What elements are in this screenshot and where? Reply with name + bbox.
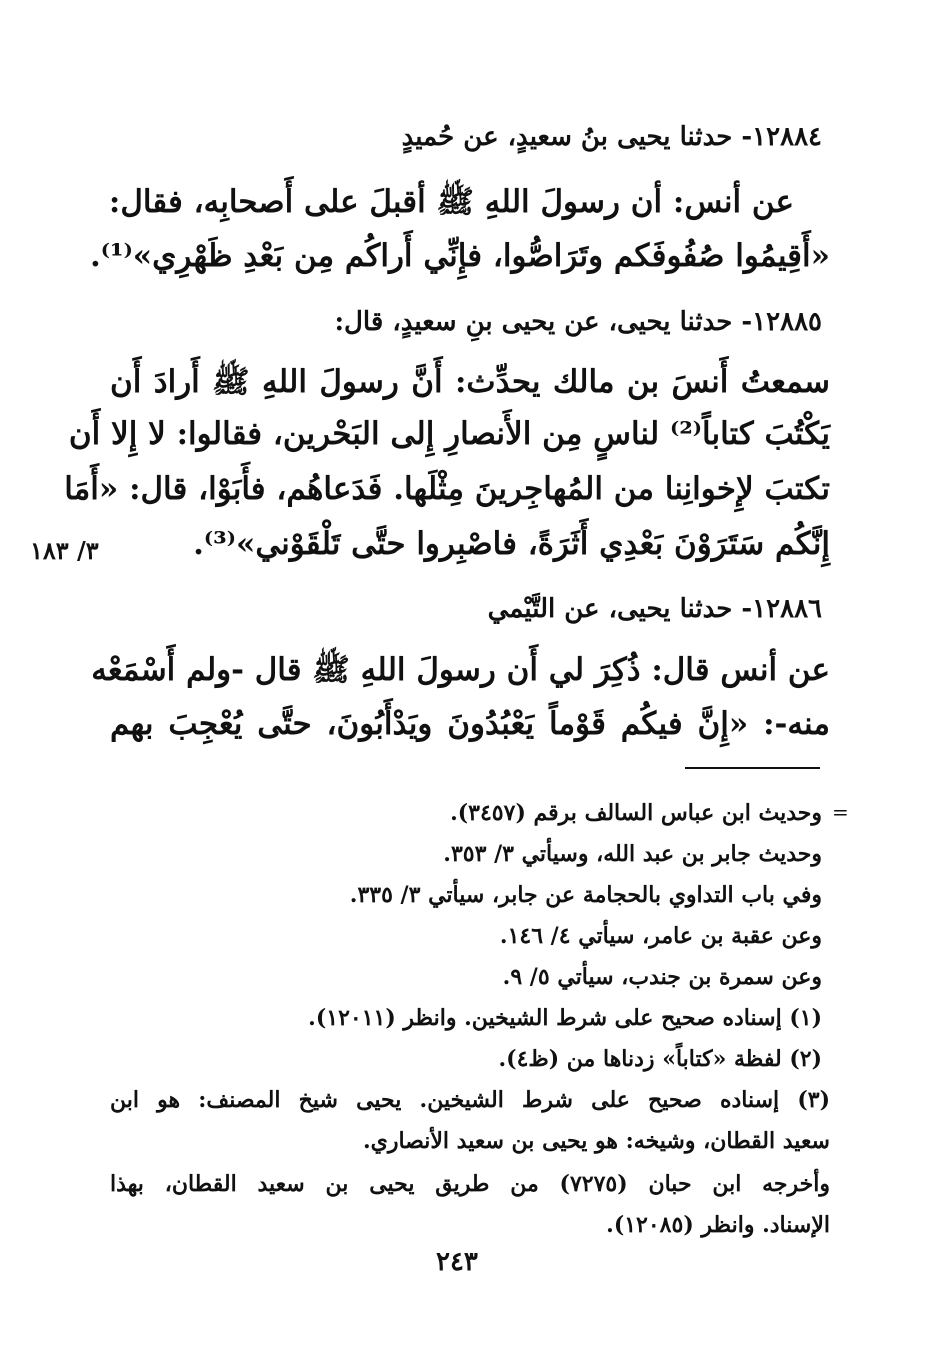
hadith-text-line: سمعتُ أَنسَ بن مالك يحدِّث: أَنَّ رسولَ اللهِ ﷺ أَرادَ أَن	[110, 364, 830, 400]
hadith-text-line: يَكْتُبَ كتاباً⁽²⁾ لناسٍ مِن الأَنصارِ إِلى البَحْرين، فقالوا: لا إِلا أَن	[68, 416, 830, 452]
footnote-line: (٢) لفظة «كتاباً» زدناها من (ظ٤).	[498, 1046, 822, 1072]
hadith-heading-12884: ١٢٨٨٤- حدثنا يحيى بنُ سعيدٍ، عن حُميدٍ	[401, 122, 822, 152]
footnote-line: سعيد القطان، وشيخه: هو يحيى بن سعيد الأنصاري.	[362, 1128, 830, 1154]
page-number: ٢٤٣	[436, 1247, 478, 1277]
margin-volume-page-note: ٣/ ١٨٣	[30, 536, 99, 565]
footnote-line: وفي باب التداوي بالحجامة عن جابر، سيأتي ٣/ ٣٣٥.	[349, 882, 822, 908]
footnote-line: وعن عقبة بن عامر، سيأتي ٤/ ١٤٦.	[499, 923, 822, 949]
footnote-line: وحديث ابن عباس السالف برقم (٣٤٥٧).	[450, 800, 822, 826]
hadith-heading-12886: ١٢٨٨٦- حدثنا يحيى، عن التَّيْمي	[487, 594, 822, 624]
footnote-line: (٣) إسناده صحيح على شرط الشيخين. يحيى شيخ المصنف: هو ابن	[110, 1087, 830, 1113]
footnote-continuation-mark: =	[832, 800, 849, 824]
footnote-line: (١) إسناده صحيح على شرط الشيخين. وانظر (١٢٠١١).	[308, 1005, 822, 1031]
hadith-text-line: عن أنس قال: ذُكِرَ لي أَن رسولَ اللهِ ﷺ قال -ولم أَسْمَعْه	[91, 652, 830, 688]
hadith-text-line: «أَقِيمُوا صُفُوفَكم وتَرَاصُّوا، فإِنِّي أَراكُم مِن بَعْدِ ظَهْرِي»⁽¹⁾.	[89, 238, 830, 274]
hadith-text-line: تكتبَ لإِخوانِنا من المُهاجِرينَ مِثْلَها. فَدَعاهُم، فأَبَوْا، قال: «أَمَا	[64, 471, 830, 507]
hadith-text-line: عن أنس: أن رسولَ اللهِ ﷺ أقبلَ على أَصحابِه، فقال:	[108, 184, 794, 220]
hadith-text-line: إِنَّكُم سَتَرَوْنَ بَعْدِي أَثَرَةً، فاصْبِروا حتَّى تَلْقَوْني»⁽³⁾.	[193, 526, 830, 562]
footnote-separator	[685, 767, 820, 769]
footnote-line: وعن سمرة بن جندب، سيأتي ٥/ ٩.	[502, 964, 822, 990]
footnote-line: وأخرجه ابن حبان (٧٢٧٥) من طريق يحيى بن سعيد القطان، بهذا	[110, 1171, 831, 1197]
hadith-heading-12885: ١٢٨٨٥- حدثنا يحيى، عن يحيى بنِ سعيدٍ، قال:	[334, 307, 822, 337]
footnote-line: وحديث جابر بن عبد الله، وسيأتي ٣/ ٣٥٣.	[443, 841, 822, 867]
footnote-line: الإسناد. وانظر (١٢٠٨٥).	[606, 1212, 830, 1238]
hadith-text-line: منه-: «إِنَّ فيكُم قَوْماً يَعْبُدُونَ ويَدْأَبُونَ، حتَّى يُعْجِبَ بهم	[110, 706, 830, 742]
